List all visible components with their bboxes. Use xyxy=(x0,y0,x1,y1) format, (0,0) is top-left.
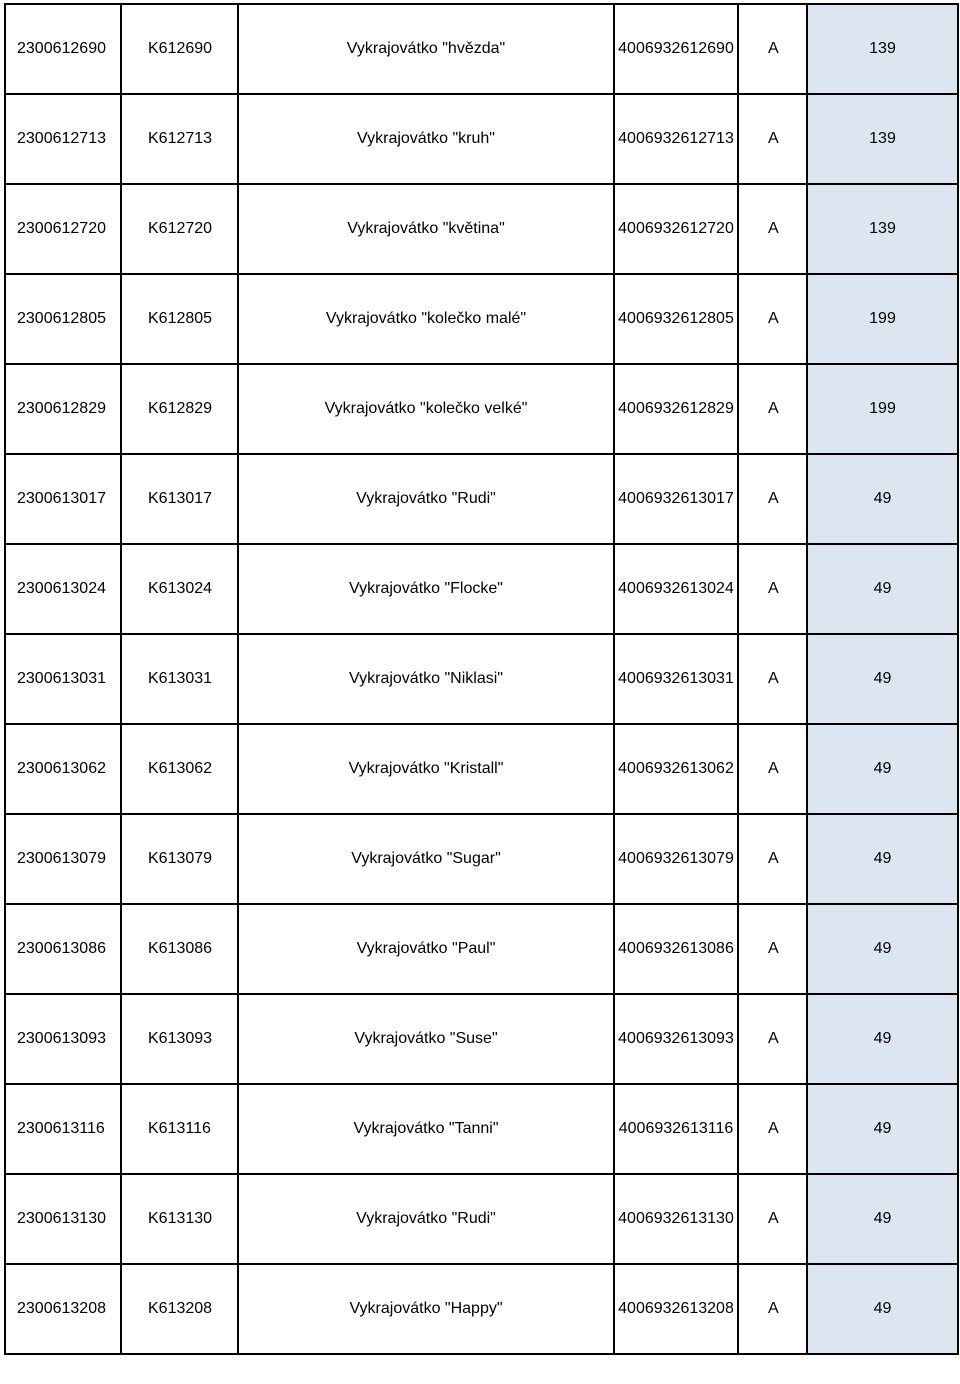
catalog-code-cell: K613093 xyxy=(121,994,238,1084)
price-cell: 199 xyxy=(807,274,958,364)
product-name-cell: Vykrajovátko "kolečko malé" xyxy=(238,274,614,364)
catalog-code-cell: K612805 xyxy=(121,274,238,364)
class-cell: A xyxy=(738,814,807,904)
ean-barcode-cell: 4006932613093 xyxy=(614,994,738,1084)
table-row xyxy=(5,364,958,454)
price-cell: 199 xyxy=(807,364,958,454)
ean-barcode-cell: 4006932613208 xyxy=(614,1264,738,1354)
catalog-code-cell: K612690 xyxy=(121,4,238,94)
product-name-cell: Vykrajovátko "květina" xyxy=(238,184,614,274)
catalog-code-cell: K613024 xyxy=(121,544,238,634)
class-cell: A xyxy=(738,4,807,94)
price-cell: 49 xyxy=(807,1084,958,1174)
ean-barcode-cell: 4006932612690 xyxy=(614,4,738,94)
catalog-code-cell: K613130 xyxy=(121,1174,238,1264)
product-code-cell: 2300612720 xyxy=(5,184,121,274)
price-cell: 139 xyxy=(807,94,958,184)
product-name-cell: Vykrajovátko "kolečko velké" xyxy=(238,364,614,454)
ean-barcode-cell: 4006932613031 xyxy=(614,634,738,724)
catalog-code-cell: K612713 xyxy=(121,94,238,184)
price-cell: 49 xyxy=(807,1174,958,1264)
table-row xyxy=(5,814,958,904)
ean-barcode-cell: 4006932613130 xyxy=(614,1174,738,1264)
table-row xyxy=(5,454,958,544)
table-row xyxy=(5,274,958,364)
ean-barcode-cell: 4006932613116 xyxy=(614,1084,738,1174)
price-cell: 49 xyxy=(807,544,958,634)
table-row xyxy=(5,904,958,994)
product-code-cell: 2300613093 xyxy=(5,994,121,1084)
product-code-cell: 2300612713 xyxy=(5,94,121,184)
ean-barcode-cell: 4006932613062 xyxy=(614,724,738,814)
product-name-cell: Vykrajovátko "Niklasi" xyxy=(238,634,614,724)
product-name-cell: Vykrajovátko "kruh" xyxy=(238,94,614,184)
table-row xyxy=(5,634,958,724)
catalog-code-cell: K613208 xyxy=(121,1264,238,1354)
product-code-cell: 2300612829 xyxy=(5,364,121,454)
price-cell: 49 xyxy=(807,454,958,544)
product-code-cell: 2300613130 xyxy=(5,1174,121,1264)
product-name-cell: Vykrajovátko "Paul" xyxy=(238,904,614,994)
catalog-code-cell: K613031 xyxy=(121,634,238,724)
ean-barcode-cell: 4006932613024 xyxy=(614,544,738,634)
price-cell: 49 xyxy=(807,904,958,994)
class-cell: A xyxy=(738,1264,807,1354)
product-code-cell: 2300613031 xyxy=(5,634,121,724)
ean-barcode-cell: 4006932612713 xyxy=(614,94,738,184)
class-cell: A xyxy=(738,904,807,994)
price-cell: 49 xyxy=(807,724,958,814)
ean-barcode-cell: 4006932612805 xyxy=(614,274,738,364)
product-price-table xyxy=(4,3,959,1355)
class-cell: A xyxy=(738,364,807,454)
product-name-cell: Vykrajovátko "Flocke" xyxy=(238,544,614,634)
price-cell: 49 xyxy=(807,1264,958,1354)
ean-barcode-cell: 4006932613017 xyxy=(614,454,738,544)
table-row xyxy=(5,184,958,274)
class-cell: A xyxy=(738,94,807,184)
catalog-code-cell: K613079 xyxy=(121,814,238,904)
table-row xyxy=(5,1174,958,1264)
product-name-cell: Vykrajovátko "hvězda" xyxy=(238,4,614,94)
table-row xyxy=(5,1264,958,1354)
ean-barcode-cell: 4006932612720 xyxy=(614,184,738,274)
class-cell: A xyxy=(738,994,807,1084)
class-cell: A xyxy=(738,634,807,724)
table-row xyxy=(5,724,958,814)
product-name-cell: Vykrajovátko "Suse" xyxy=(238,994,614,1084)
table-row xyxy=(5,1084,958,1174)
catalog-code-cell: K612829 xyxy=(121,364,238,454)
product-code-cell: 2300613024 xyxy=(5,544,121,634)
catalog-code-cell: K613116 xyxy=(121,1084,238,1174)
class-cell: A xyxy=(738,1174,807,1264)
product-code-cell: 2300613062 xyxy=(5,724,121,814)
price-cell: 49 xyxy=(807,994,958,1084)
product-code-cell: 2300613017 xyxy=(5,454,121,544)
catalog-code-cell: K613017 xyxy=(121,454,238,544)
class-cell: A xyxy=(738,454,807,544)
class-cell: A xyxy=(738,184,807,274)
product-code-cell: 2300613116 xyxy=(5,1084,121,1174)
product-code-cell: 2300612690 xyxy=(5,4,121,94)
class-cell: A xyxy=(738,274,807,364)
price-cell: 139 xyxy=(807,184,958,274)
product-name-cell: Vykrajovátko "Happy" xyxy=(238,1264,614,1354)
product-code-cell: 2300612805 xyxy=(5,274,121,364)
product-name-cell: Vykrajovátko "Kristall" xyxy=(238,724,614,814)
product-name-cell: Vykrajovátko "Tanni" xyxy=(238,1084,614,1174)
catalog-code-cell: K613062 xyxy=(121,724,238,814)
table-row xyxy=(5,994,958,1084)
price-cell: 49 xyxy=(807,814,958,904)
catalog-code-cell: K613086 xyxy=(121,904,238,994)
product-table-body xyxy=(5,4,958,1354)
product-code-cell: 2300613079 xyxy=(5,814,121,904)
product-code-cell: 2300613086 xyxy=(5,904,121,994)
table-row xyxy=(5,4,958,94)
product-name-cell: Vykrajovátko "Rudi" xyxy=(238,1174,614,1264)
price-cell: 49 xyxy=(807,634,958,724)
ean-barcode-cell: 4006932612829 xyxy=(614,364,738,454)
catalog-code-cell: K612720 xyxy=(121,184,238,274)
product-name-cell: Vykrajovátko "Sugar" xyxy=(238,814,614,904)
class-cell: A xyxy=(738,544,807,634)
table-row xyxy=(5,544,958,634)
table-row xyxy=(5,94,958,184)
class-cell: A xyxy=(738,724,807,814)
ean-barcode-cell: 4006932613079 xyxy=(614,814,738,904)
product-code-cell: 2300613208 xyxy=(5,1264,121,1354)
product-name-cell: Vykrajovátko "Rudi" xyxy=(238,454,614,544)
price-cell: 139 xyxy=(807,4,958,94)
class-cell: A xyxy=(738,1084,807,1174)
ean-barcode-cell: 4006932613086 xyxy=(614,904,738,994)
